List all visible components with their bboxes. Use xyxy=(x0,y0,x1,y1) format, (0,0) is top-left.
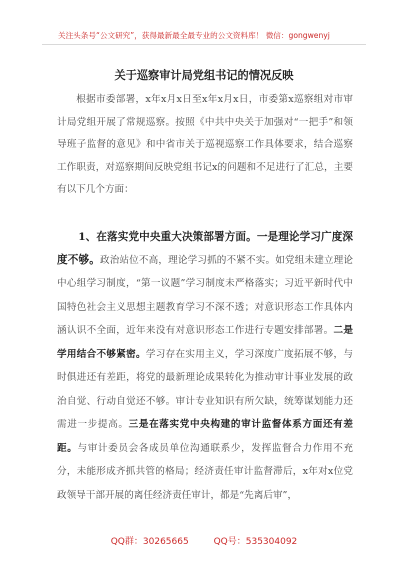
footer-qq-group: QQ群：30265665 xyxy=(110,537,189,547)
header-divider xyxy=(42,44,366,45)
point-1-title: 一是理论学习广度深度不够。 xyxy=(57,231,354,266)
point-3-body: 与审计委员会各成员单位沟通联系少，发挥监督合力作用不充分，未能形成齐抓共管的格局；经济责任审计监督滞后，x年对x位党政领导干部开展的离任经济责任审计，都是“先离后审”， xyxy=(57,442,354,501)
footer-contact xyxy=(0,534,408,547)
point-3-title: 三是在落实党中央构建的审计监督体系方面还有差距。 xyxy=(57,419,354,454)
document-title: 关于巡察审计局党组书记的情况反映 xyxy=(114,68,294,82)
header-banner: 关注头条号“公文研究”，获得最新最全最专业的公文资料库！ 微信：gongwenyj xyxy=(58,31,330,40)
section-1-block xyxy=(57,226,353,507)
footer-qq-number: QQ号：535304092 xyxy=(213,537,298,547)
point-2-body: 学习存在实用主义，学习深度广度拓展不够，与时俱进还有差距，将党的最新理论成果转化为推动审计事业发展的政治自觉、行动自觉还不够。审计专业知识有所欠缺，统筹谋划能力还需进一步提高。 xyxy=(57,348,354,430)
intro-paragraph: 根据市委部署，x年x月x日至x年x月x日，市委第x巡察组对市审计局党组开展了常规巡察。按照《中共中央关于加强对“一把手”和领导班子监督的意见》和中省市关于巡视巡察工作具体要求，结合巡察工作职责，对巡察期间反映党组书记x的问题和不足进行了汇总，主要有以下几个方面： xyxy=(57,94,353,195)
point-2-title: 二是学用结合不够紧密。 xyxy=(57,325,354,360)
section-1 xyxy=(57,226,353,507)
section-1-heading: 1、在落实党中央重大决策部署方面。 xyxy=(78,231,257,243)
point-1-body: 政治站位不高，理论学习抓的不紧不实。如党组未建立理论中心组学习制度，“第一议题”学习制度未严格落实；习近平新时代中国特色社会主义思想主题教育学习不深不透；对意识形态工作具体内涵认识不全面，近年来没有对意识形态工作进行专题安排部署。 xyxy=(57,254,353,336)
